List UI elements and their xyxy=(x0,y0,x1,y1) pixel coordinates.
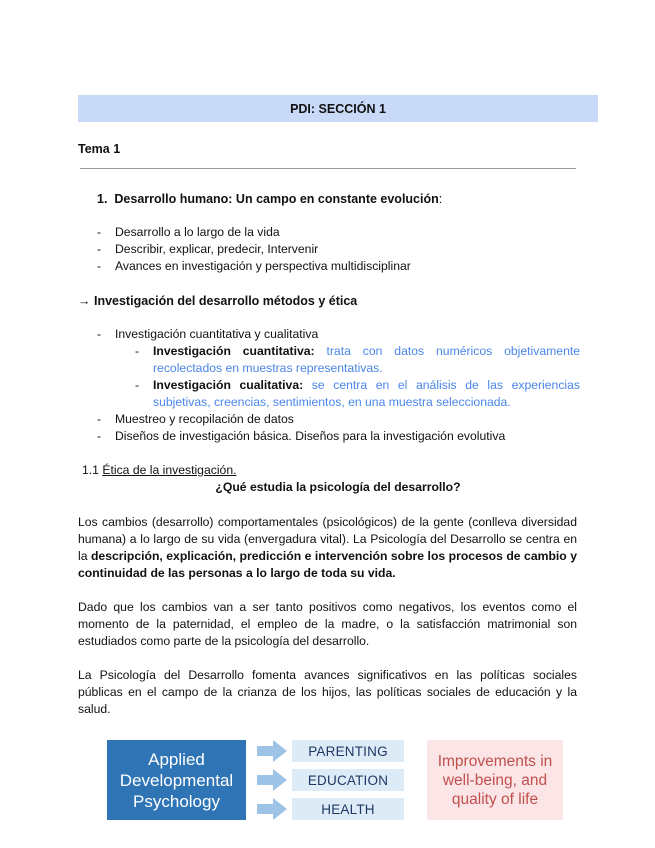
applied-dev-psych-box xyxy=(107,740,246,820)
list-item: - Muestreo y recopilación de datos xyxy=(97,412,294,426)
page-title-bar xyxy=(78,95,598,122)
box-line: Psychology xyxy=(133,791,220,811)
paragraph-2: Dado que los cambios van a ser tanto positivos como negativos, los eventos como el momento de la paternidad, el empleo de la madre, o la satisfacción matrimonial son estudiados como parte de la psicología del desarrollo. xyxy=(78,600,577,648)
box-line: Applied xyxy=(148,749,205,769)
list-item-text: Diseños de investigación básica. Diseños para la investigación evolutiva xyxy=(115,429,506,443)
box-line: Improvements in xyxy=(437,752,553,770)
section2-list-a xyxy=(97,326,318,343)
section1-colon: : xyxy=(438,192,443,206)
section1-bullet-list xyxy=(97,224,411,275)
list-item-text: Avances en investigación y perspectiva multidisciplinar xyxy=(115,259,411,273)
list-item-text: Describir, explicar, predecir, Intervenir xyxy=(115,242,319,256)
list-item: - Investigación cuantitativa: trata con datos numéricos objetivamente recolectados en muestras representativas. xyxy=(135,344,581,375)
list-item-text: Investigación cuantitativa y cualitativa xyxy=(115,327,319,341)
paragraph-1-text: Los cambios (desarrollo) comportamentales (psicológicos) de la gente (conlleva diversidad humana) a lo largo de su vida (envergadura vital). La Psicología del Desarrollo se centra en la xyxy=(78,515,577,563)
list-item-text: Desarrollo a lo largo de la vida xyxy=(115,225,280,239)
section2-heading: → Investigación del desarrollo métodos y ética xyxy=(78,294,358,308)
box-line: Developmental xyxy=(119,770,234,790)
list-item: - Diseños de investigación básica. Diseños para la investigación evolutiva xyxy=(97,429,506,443)
question-heading: ¿Qué estudia la psicología del desarrollo? xyxy=(215,480,461,494)
sub-text: trata con datos numéricos objetivamente recolectados en muestras representativas. xyxy=(153,344,581,375)
section1-title: Desarrollo humano: Un campo en constante evolución xyxy=(114,192,439,206)
list-item: - Desarrollo a lo largo de la vida xyxy=(97,225,280,239)
list-item: - Avances en investigación y perspectiva multidisciplinar xyxy=(97,259,411,273)
box-line: well-being, and xyxy=(442,771,548,789)
section1-number: 1. xyxy=(97,192,108,206)
section2-sub-list xyxy=(135,343,580,411)
parenting-box: PARENTING xyxy=(292,740,404,762)
arrow-right-icon xyxy=(257,740,287,762)
improvements-box xyxy=(427,740,563,820)
section11-title: Ética de la investigación. xyxy=(102,463,237,477)
divider xyxy=(80,168,576,169)
sub-label: Investigación cuantitativa: xyxy=(153,344,315,358)
sub-text: se centra en el análisis de las experiencias subjetivas, creencias, sentimientos, en una muestra seleccionada. xyxy=(153,378,580,409)
education-box: EDUCATION xyxy=(292,769,404,791)
list-item: - Describir, explicar, predecir, Intervenir xyxy=(97,242,319,256)
section1-heading xyxy=(97,192,442,206)
section11-heading xyxy=(82,463,236,477)
box-line: quality of life xyxy=(451,790,539,808)
arrow-right-icon xyxy=(257,769,287,791)
list-item: - Investigación cualitativa: se centra en el análisis de las experiencias subjetivas, creencias, sentimientos, en una muestra seleccionada. xyxy=(135,378,580,409)
paragraph-3: La Psicología del Desarrollo fomenta avances significativos en las políticas sociales públicas en el campo de la crianza de los hijos, las políticas sociales de educación y la salud. xyxy=(78,668,577,716)
tema-heading: Tema 1 xyxy=(78,142,121,156)
page-title: PDI: SECCIÓN 1 xyxy=(290,101,386,116)
paragraph-1 xyxy=(78,514,577,582)
section2-list-b xyxy=(97,411,505,445)
sub-label: Investigación cualitativa: xyxy=(153,378,304,392)
section11-number: 1.1 xyxy=(82,463,99,477)
list-item: - Investigación cuantitativa y cualitativa xyxy=(97,327,319,341)
paragraph-1-bold: descripción, explicación, predicción e intervención sobre los procesos de cambio y continuidad de las personas a lo largo de toda su vida. xyxy=(78,549,577,580)
list-item-text: Muestreo y recopilación de datos xyxy=(115,412,294,426)
health-box: HEALTH xyxy=(292,798,404,820)
arrow-right-icon xyxy=(257,798,287,820)
